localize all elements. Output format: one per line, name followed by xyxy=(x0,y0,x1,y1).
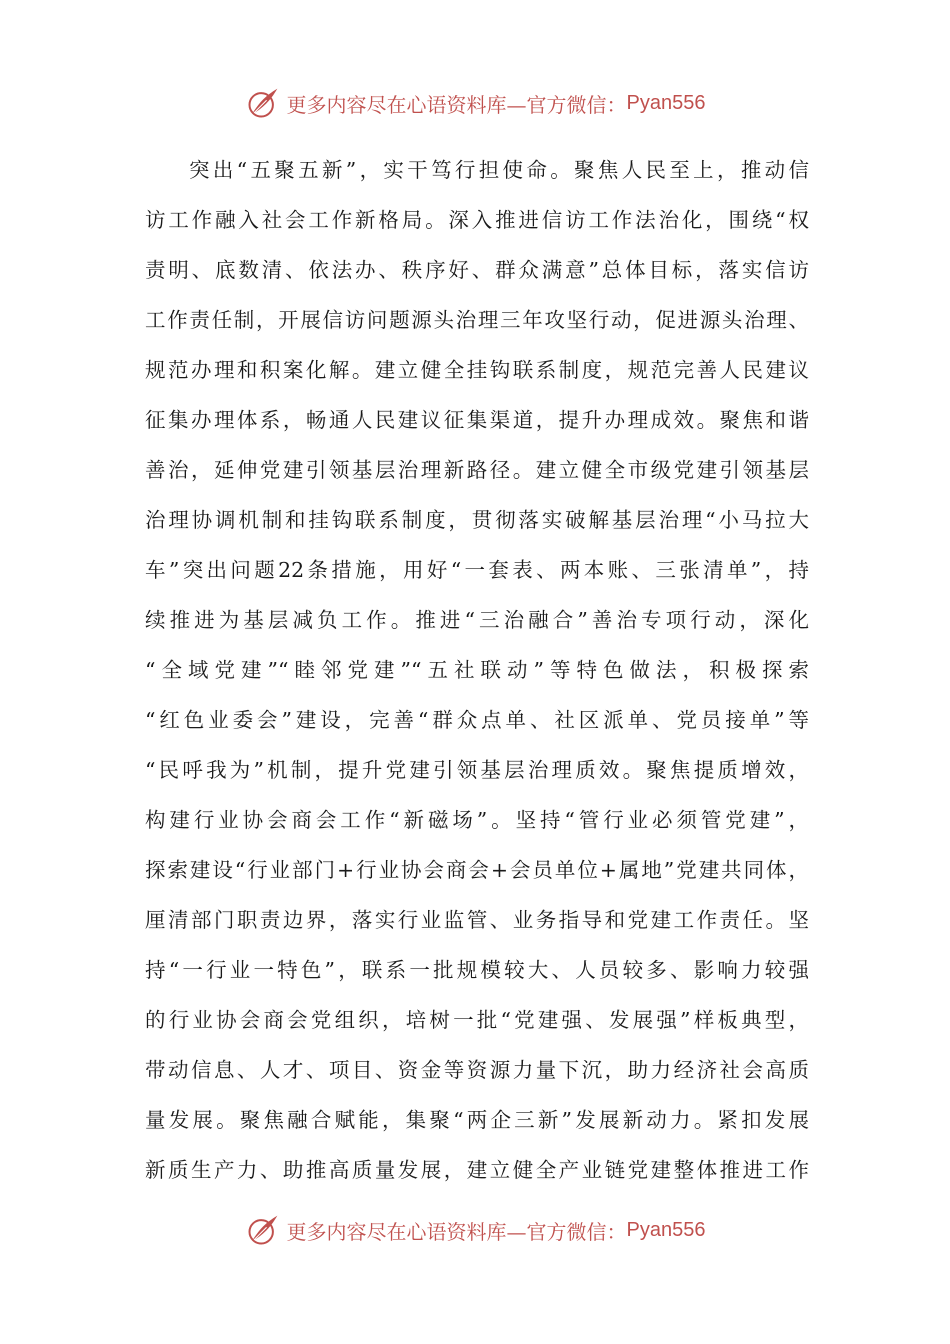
quill-logo-icon xyxy=(245,1212,281,1248)
watermark-text: 更多内容尽在心语资料库—官方微信： xyxy=(286,1219,627,1244)
paragraph-line: 访工作融入社会工作新格局。深入推进信访工作法治化，围绕“权 xyxy=(145,208,809,232)
paragraph-line: 工作责任制，开展信访问题源头治理三年攻坚行动，促进源头治理、 xyxy=(145,308,809,332)
paragraph-line: 突出“五聚五新”，实干笃行担使命。聚焦人民至上，推动信 xyxy=(189,158,809,182)
paragraph-line: 规范办理和积案化解。建立健全挂钩联系制度，规范完善人民建议 xyxy=(145,358,809,382)
paragraph-line: “红色业委会”建设，完善“群众点单、社区派单、党员接单”等 xyxy=(145,708,809,732)
paragraph-line: “全域党建”“睦邻党建”“五社联动”等特色做法，积极探索 xyxy=(145,658,809,682)
quill-logo-icon xyxy=(245,85,281,121)
paragraph-line: “民呼我为”机制，提升党建引领基层治理质效。聚焦提质增效， xyxy=(145,758,809,782)
paragraph-line: 车”突出问题22条措施，用好“一套表、两本账、三张清单”，持 xyxy=(145,558,809,582)
paragraph-line: 构建行业协会商会工作“新磁场”。坚持“管行业必须管党建”， xyxy=(145,808,809,832)
watermark-text: 更多内容尽在心语资料库—官方微信： xyxy=(286,92,627,117)
paragraph-line: 新质生产力、助推高质量发展，建立健全产业链党建整体推进工作 xyxy=(145,1158,809,1182)
paragraph-line: 量发展。聚焦融合赋能，集聚“两企三新”发展新动力。紧扣发展 xyxy=(145,1108,809,1132)
paragraph-line: 的行业协会商会党组织，培树一批“党建强、发展强”样板典型， xyxy=(145,1008,809,1032)
paragraph-line: 善治，延伸党建引领基层治理新路径。建立健全市级党建引领基层 xyxy=(145,458,809,482)
watermark-wechat-id: Pyan556 xyxy=(626,91,706,114)
document-body xyxy=(145,145,809,1195)
paragraph-line: 续推进为基层减负工作。推进“三治融合”善治专项行动，深化 xyxy=(145,608,809,632)
paragraph-line: 带动信息、人才、项目、资金等资源力量下沉，助力经济社会高质 xyxy=(145,1058,809,1082)
paragraph-line: 治理协调机制和挂钩联系制度，贯彻落实破解基层治理“小马拉大 xyxy=(145,508,809,532)
paragraph-line: 探索建设“行业部门+行业协会商会+会员单位+属地”党建共同体， xyxy=(145,858,809,882)
paragraph-line: 厘清部门职责边界，落实行业监管、业务指导和党建工作责任。坚 xyxy=(145,908,809,932)
paragraph-line: 征集办理体系，畅通人民建议征集渠道，提升办理成效。聚焦和谐 xyxy=(145,408,809,432)
watermark-header xyxy=(0,83,950,123)
paragraph-line: 持“一行业一特色”，联系一批规模较大、人员较多、影响力较强 xyxy=(145,958,809,982)
paragraph-line: 责明、底数清、依法办、秩序好、群众满意”总体目标，落实信访 xyxy=(145,258,809,282)
watermark-footer xyxy=(0,1210,950,1250)
watermark-wechat-id: Pyan556 xyxy=(626,1218,706,1241)
